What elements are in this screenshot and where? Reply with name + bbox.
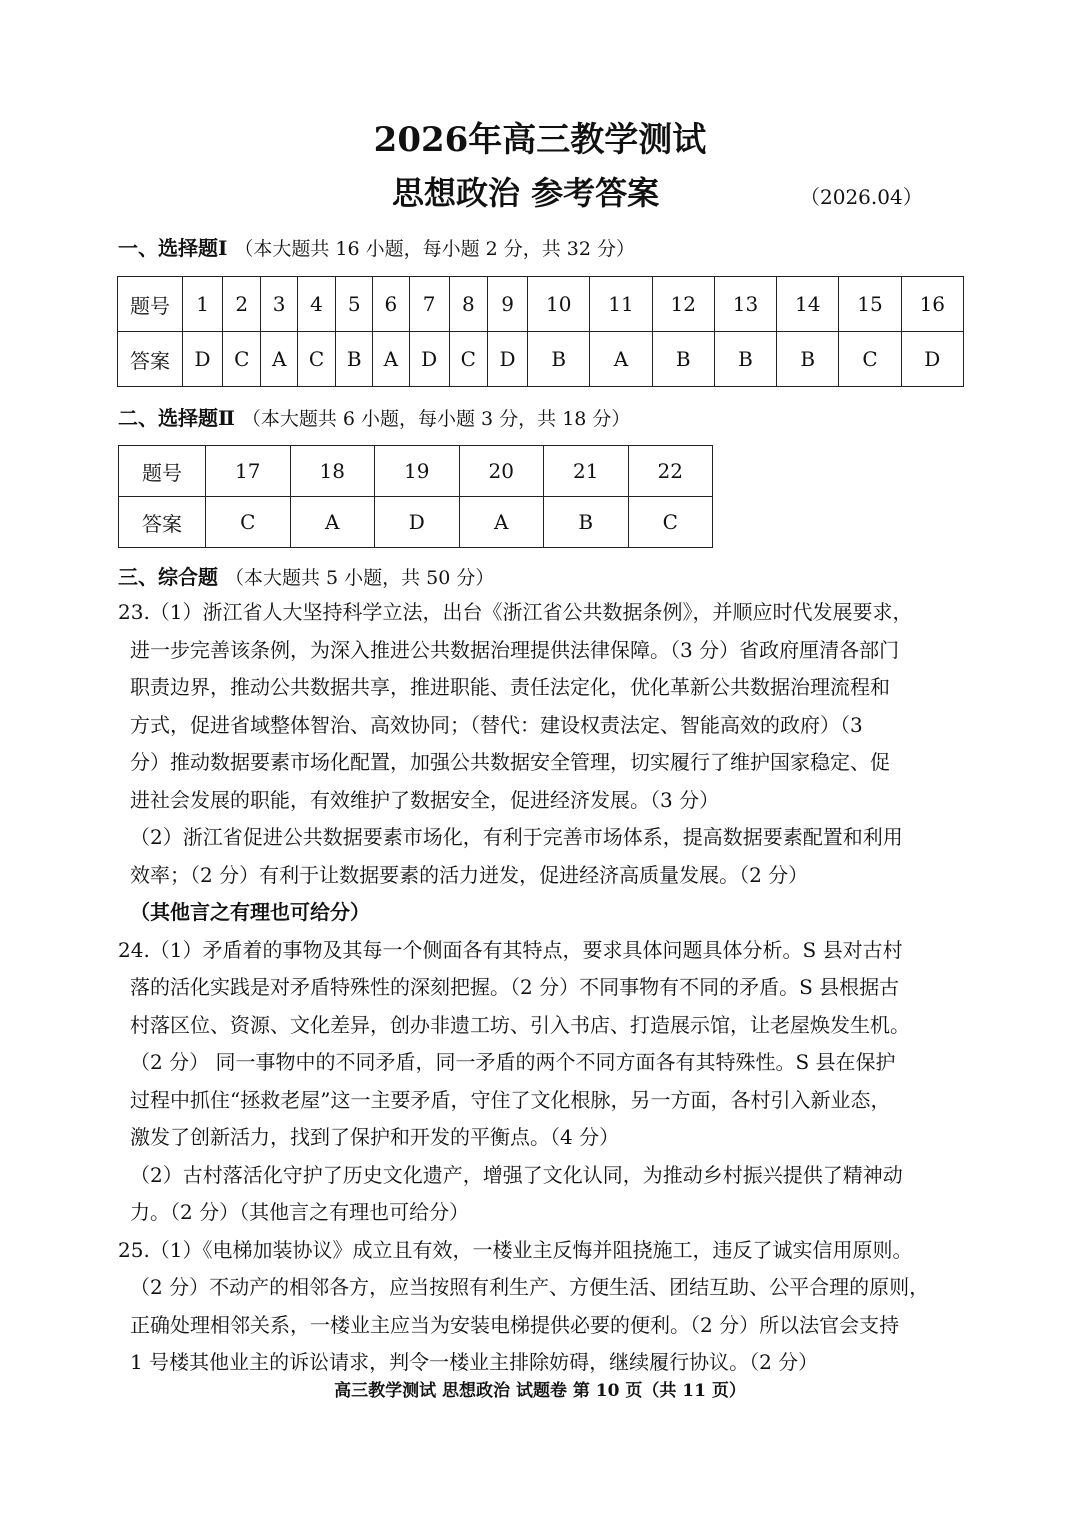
answer-cell: A (373, 332, 409, 387)
question-number: 21 (544, 446, 629, 497)
answer-text-body (118, 594, 970, 1382)
answer-cell: C (206, 497, 291, 548)
row-label: 答案 (119, 497, 206, 548)
text-line: 过程中抓住“拯救老屋”这一主要矛盾，守住了文化根脉，另一方面，各村引入新业态， (130, 1087, 891, 1112)
text-line: 正确处理相邻关系，一楼业主应当为安装电梯提供必要的便利。（2 分）所以法官会支持 (130, 1312, 900, 1337)
text-line: 24.（1）矛盾着的事物及其每一个侧面各有其特点，要求具体问题具体分析。S 县对古村 (118, 937, 903, 962)
text-line: 25.（1）《电梯加装协议》成立且有效，一楼业主反悔并阻挠施工，违反了诚实信用原则。 (118, 1237, 913, 1262)
page-title: 2026年高三教学测试 (373, 120, 707, 160)
question-number: 7 (409, 277, 449, 332)
text-line: 效率；（2 分）有利于让数据要素的活力迸发，促进经济高质量发展。（2 分） (130, 862, 809, 887)
answer-cell: C (297, 332, 335, 387)
table-row-numbers (119, 446, 713, 497)
answer-cell: D (488, 332, 528, 387)
table-row-numbers (118, 277, 964, 332)
answer-cell: B (544, 497, 629, 548)
answer-cell: C (223, 332, 261, 387)
section-3-heading (118, 561, 494, 590)
text-line: （2 分）不动产的相邻各方，应当按照有利生产、方便生活、团结互助、公平合理的原则， (130, 1275, 930, 1299)
text-line: 分）推动数据要素市场化配置，加强公共数据安全管理，切实履行了维护国家稳定、促 (130, 750, 890, 774)
text-line: （2）浙江省促进公共数据要素市场化，有利于完善市场体系，提高数据要素配置和利用 (130, 825, 903, 849)
answer-cell: B (652, 332, 714, 387)
question-number: 4 (297, 277, 335, 332)
section-3-note: （本大题共 5 小题，共 50 分） (224, 567, 495, 589)
answer-cell: D (375, 497, 460, 548)
question-number: 6 (373, 277, 409, 332)
row-label: 答案 (118, 332, 183, 387)
scoring-note: （其他言之有理也可给分） (130, 900, 370, 924)
question-number: 17 (206, 446, 291, 497)
answer-cell: B (777, 332, 839, 387)
answer-cell: C (839, 332, 901, 387)
question-number: 8 (449, 277, 487, 332)
section-1-heading (118, 232, 635, 261)
answer-cell: A (590, 332, 652, 387)
text-line: 落的活化实践是对矛盾特殊性的深刻把握。（2 分）不同事物有不同的矛盾。S 县根据古 (130, 975, 900, 999)
question-number: 13 (714, 277, 776, 332)
question-number: 10 (528, 277, 590, 332)
question-number: 22 (628, 446, 713, 497)
row-label: 题号 (119, 446, 206, 497)
answer-table-1 (117, 276, 964, 387)
question-number: 16 (901, 277, 963, 332)
answer-table-2 (118, 445, 713, 548)
text-line: 1 号楼其他业主的诉讼请求，判令一楼业主排除妨碍，继续履行协议。（2 分） (130, 1350, 819, 1374)
section-2-title: 二、选择题Ⅱ (118, 406, 235, 430)
answer-cell: C (628, 497, 713, 548)
text-line: 进社会发展的职能，有效维护了数据安全，促进经济发展。（3 分） (130, 787, 720, 812)
question-number: 5 (336, 277, 373, 332)
answer-cell: D (183, 332, 223, 387)
text-line: 力。（2 分）（其他言之有理也可给分） (130, 1200, 470, 1224)
text-line: （2）古村落活化守护了历史文化遗产，增强了文化认同，为推动乡村振兴提供了精神动 (130, 1162, 903, 1187)
exam-date: （2026.04） (800, 185, 923, 209)
question-number: 3 (261, 277, 297, 332)
question-number: 18 (290, 446, 375, 497)
page-subtitle: 思想政治 参考答案 (392, 174, 660, 212)
text-line: （2 分） 同一事物中的不同矛盾，同一矛盾的两个不同方面各有其特殊性。S 县在保护 (130, 1050, 896, 1074)
text-line: 方式，促进省域整体智治、高效协同；（替代：建设权责法定、智能高效的政府）（3 (130, 712, 863, 737)
section-1-title: 一、选择题Ⅰ (118, 236, 228, 260)
text-line: 激发了创新活力，找到了保护和开发的平衡点。（4 分） (130, 1125, 620, 1149)
question-number: 2 (223, 277, 261, 332)
text-line: 进一步完善该条例，为深入推进公共数据治理提供法律保障。（3 分）省政府厘清各部门 (130, 637, 900, 662)
section-1-note: （本大题共 16 小题，每小题 2 分，共 32 分） (234, 238, 636, 260)
question-number: 20 (459, 446, 544, 497)
answer-cell: D (901, 332, 963, 387)
section-2-heading (118, 402, 630, 431)
question-number: 9 (488, 277, 528, 332)
question-number: 11 (590, 277, 652, 332)
answer-cell: B (336, 332, 373, 387)
text-line: 职责边界，推动公共数据共享，推进职能、责任法定化，优化革新公共数据治理流程和 (130, 675, 890, 699)
answer-cell: B (528, 332, 590, 387)
question-number: 1 (183, 277, 223, 332)
row-label: 题号 (118, 277, 183, 332)
answer-cell: C (449, 332, 487, 387)
section-3-title: 三、综合题 (118, 565, 218, 589)
table-row-answers (118, 332, 964, 387)
answer-cell: A (459, 497, 544, 548)
table-row-answers (119, 497, 713, 548)
page-footer: 高三教学测试 思想政治 试题卷 第 10 页（共 11 页） (334, 1381, 746, 1401)
section-2-note: （本大题共 6 小题，每小题 3 分，共 18 分） (241, 408, 631, 430)
text-line: 23.（1）浙江省人大坚持科学立法，出台《浙江省公共数据条例》，并顺应时代发展要求， (118, 600, 913, 624)
question-number: 15 (839, 277, 901, 332)
text-line: 村落区位、资源、文化差异，创办非遗工坊、引入书店、打造展示馆，让老屋焕发生机。 (130, 1012, 910, 1037)
answer-cell: A (290, 497, 375, 548)
question-number: 14 (777, 277, 839, 332)
question-number: 12 (652, 277, 714, 332)
answer-cell: B (714, 332, 776, 387)
question-number: 19 (375, 446, 460, 497)
answer-cell: A (261, 332, 297, 387)
answer-cell: D (409, 332, 449, 387)
